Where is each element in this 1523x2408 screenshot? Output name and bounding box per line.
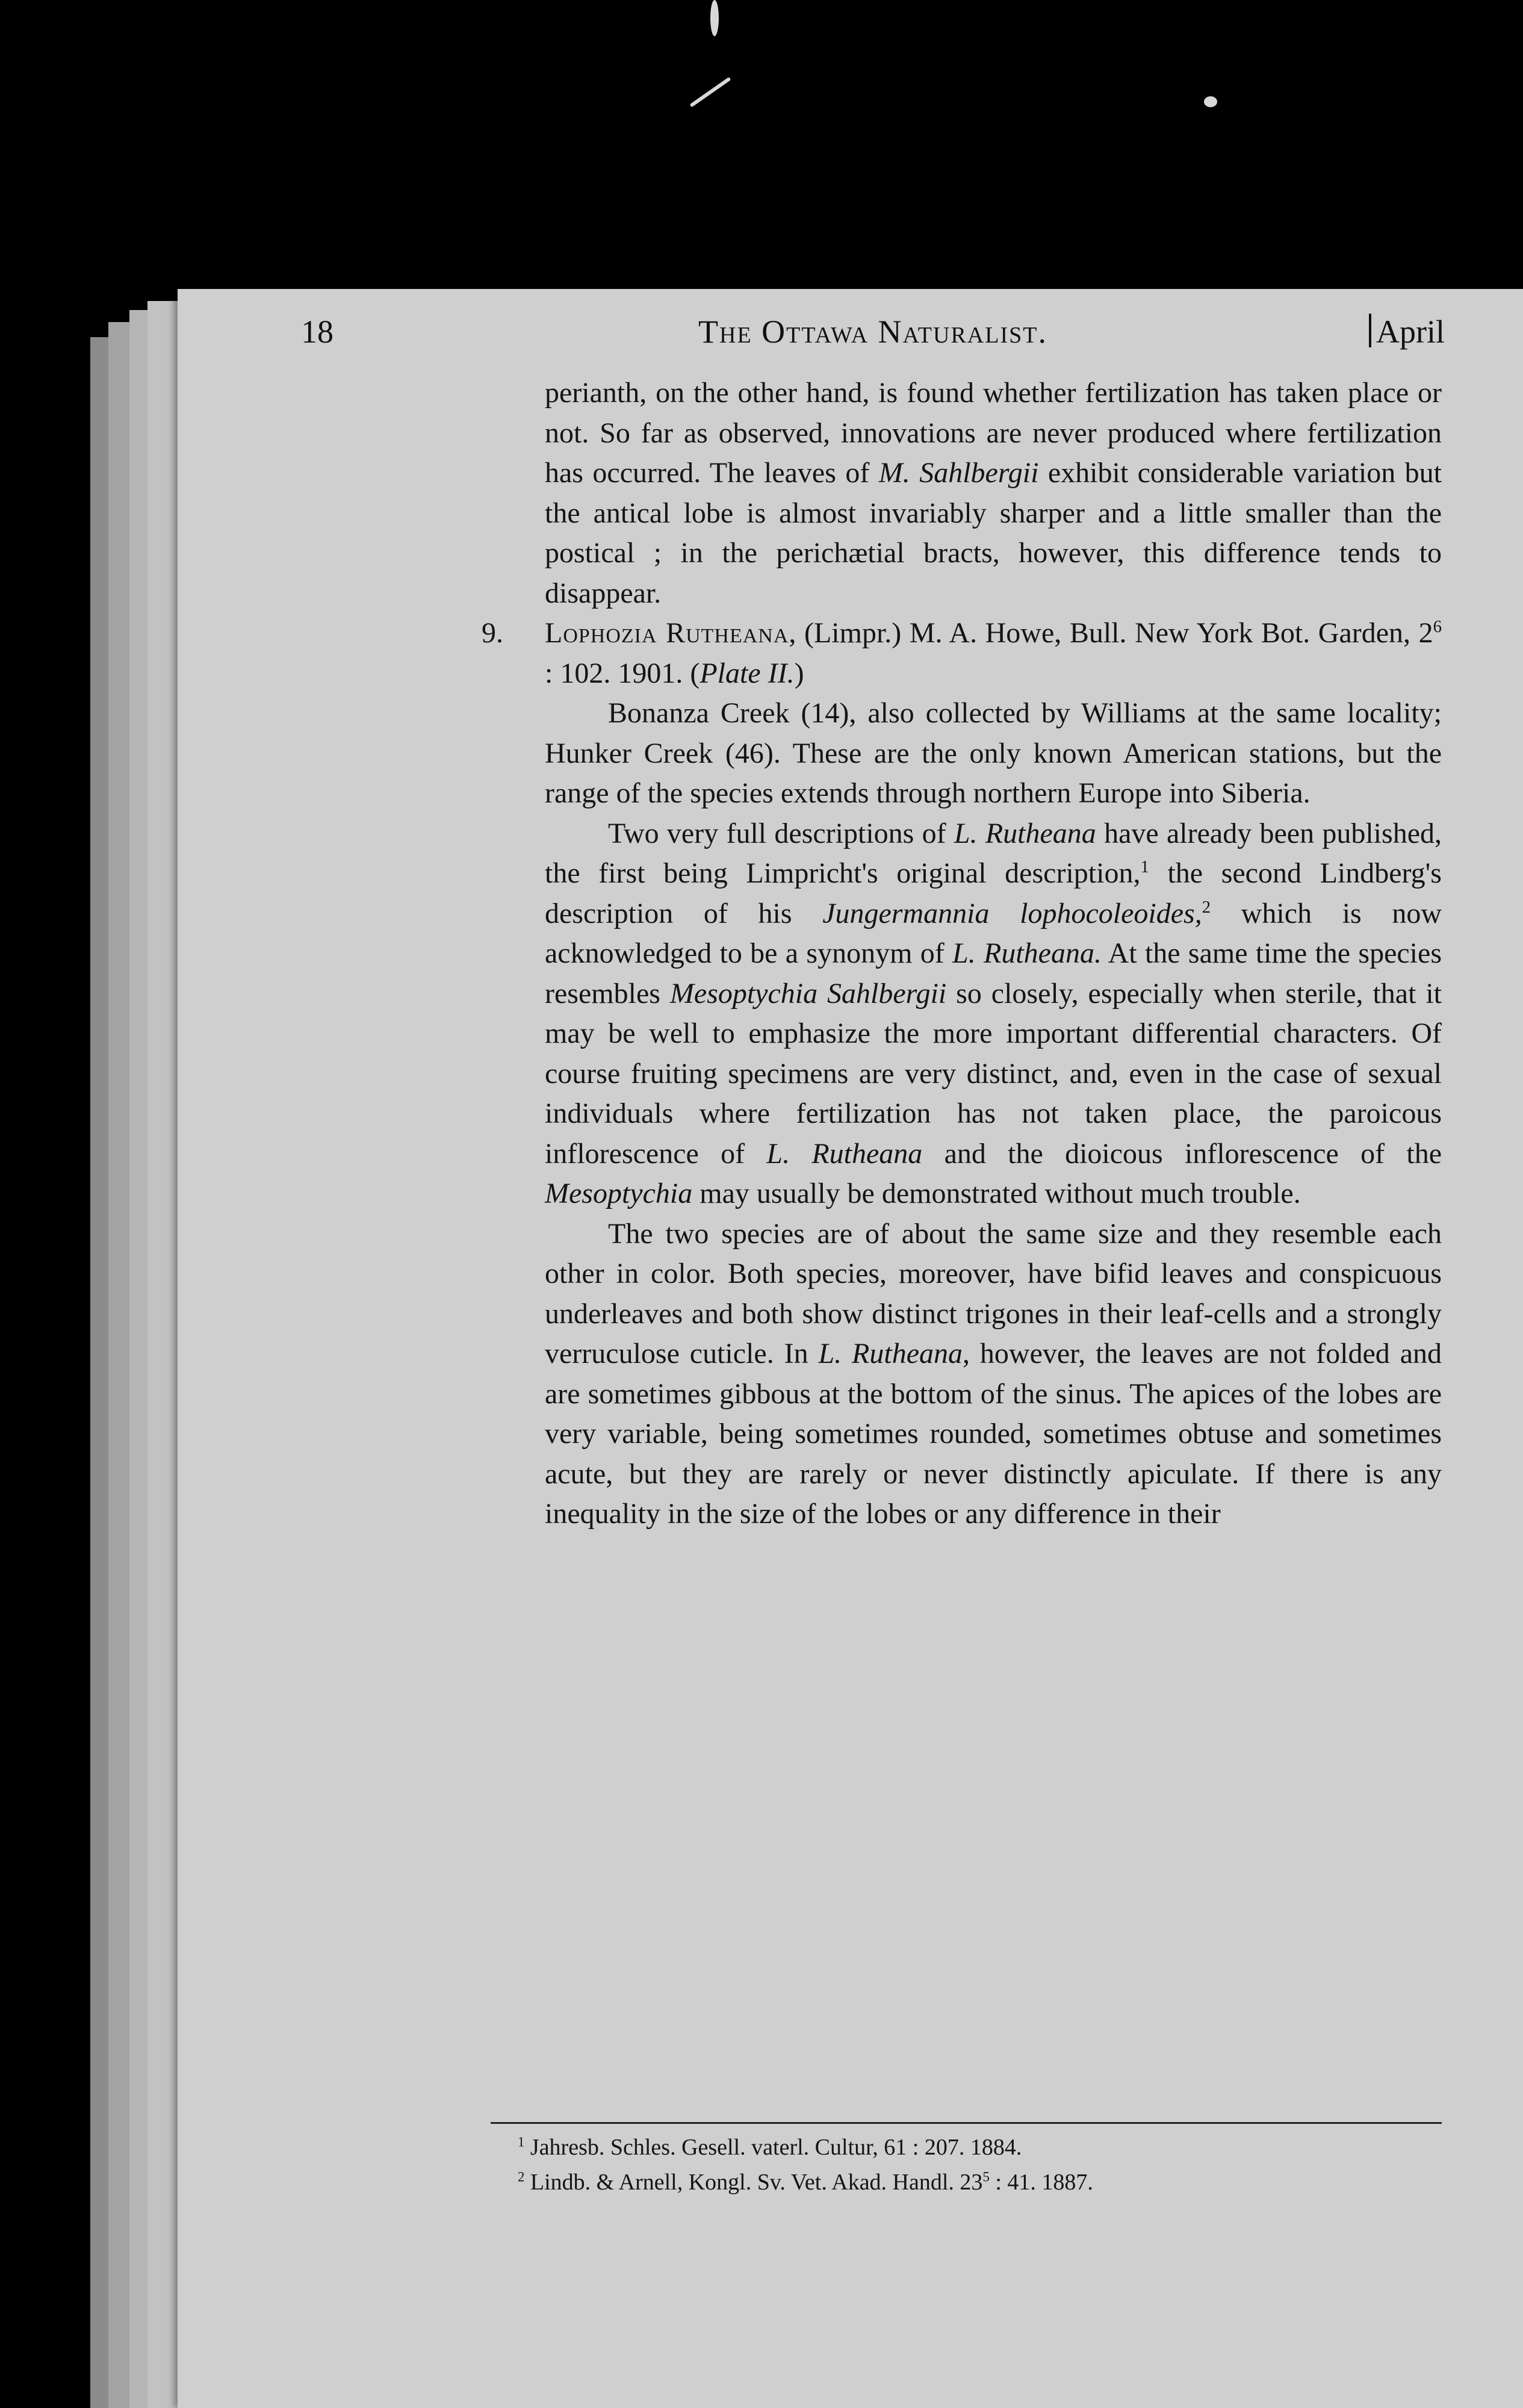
footnote-ref: 2 [1202, 897, 1211, 917]
paragraph: Two very full descriptions of L. Rutheana have already been published, the first being Limpricht's original description,$^1$ the second Lindberg's description of his Jungermannia lophocoleoides,$^2$ which is now acknowledged to be a synonym of L. Rutheana. At the same time the species resembles Mesoptychia Sahlbergii so closely, especially when sterile, that it may be well to emphasize the more important differential characters. Of course fruiting specimens are very distinct, and, even in the case of sexual individuals where fertilization has not taken place, the paroicous inflorescence of L. Rutheana and the dioicous inflorescence of the Mesoptychia may usually be demonstrated without much trouble. [545, 817, 1442, 1209]
page-number: 18 [301, 314, 333, 350]
footnote: $^1$ Jahresb. Schles. Gesell. vaterl. Cultur, 61 : 207. 1884. [518, 2134, 1022, 2160]
issue-month: April [1369, 313, 1445, 350]
species-entry-heading: 9. Lophozia Rutheana, (Limpr.) M. A. Howe, Bull. New York Bot. Garden, $2^6$ : 102. 1901. (Plate II.) [482, 613, 1442, 694]
dust-speck [710, 0, 719, 36]
dust-speck [1204, 96, 1217, 107]
paragraph: perianth, on the other hand, is found whether fertilization has taken place or not. So far as observed, innovations are never produced where fertilization has occurred. The leaves of M. Sahlbergii exhibit considerable variation but the antical lobe is almost invariably sharper and a little smaller than the postical ; in the perichætial bracts, however, this difference tends to disappear. [545, 377, 1442, 609]
journal-title: The Ottawa Naturalist. [698, 314, 1047, 350]
footnote-ref: 1 [1140, 857, 1149, 877]
running-header [301, 313, 1445, 367]
scratch-mark [690, 77, 731, 108]
footnotes [518, 2130, 1421, 2200]
paragraph: The two species are of about the same size and they resemble each other in color. Both species, moreover, have bifid leaves and conspicuous underleaves and both show distinct trigones in their leaf-cells and a strongly verruculose cuticle. In L. Rutheana, however, the leaves are not folded and are sometimes gibbous at the bottom of the sinus. The apices of the lobes are very variable, being sometimes rounded, sometimes obtuse and sometimes acute, but they are rarely or never distinctly apiculate. If there is any inequality in the size of the lobes or any difference in their [545, 1217, 1442, 1530]
plate-reference: Plate II. [699, 657, 795, 689]
paragraph: Bonanza Creek (14), also collected by Williams at the same locality; Hunker Creek (46). These are the only known American stations, but the range of the species extends through northern Europe into Siberia. [545, 697, 1442, 809]
entry-number: 9. [482, 617, 503, 649]
body-text [482, 373, 1442, 1534]
species-name: Lophozia Rutheana [545, 617, 789, 649]
footnote-divider [491, 2122, 1442, 2124]
footnote: $^2$ Lindb. & Arnell, Kongl. Sv. Vet. Akad. Handl. $23^5$ : 41. 1887. [518, 2169, 1093, 2195]
